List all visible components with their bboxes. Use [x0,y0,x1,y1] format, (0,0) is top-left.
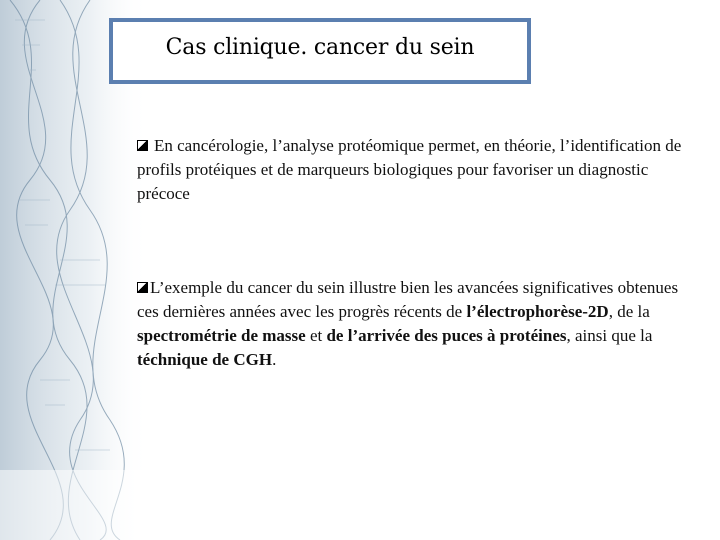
paragraph-2-text-1: L’exemple du cancer du sein illustre bien les avancées significatives obtenues ces dernières années avec les progrès récents de [137,278,679,321]
slide-title: Cas clinique. cancer du sein [165,35,475,60]
paragraph-2-bold-1: l’électrophorèse-2D [466,302,609,321]
paragraph-proteomics [137,134,697,206]
title-box [109,18,531,84]
paragraph-2-bold-2: spectrométrie de masse [137,326,306,345]
paragraph-2-text-2: , de la [608,302,650,321]
paragraph-2-text-4: , ainsi que la [566,326,653,345]
checkbox-bullet-icon [137,140,148,151]
paragraph-2-text-5: . [272,350,277,369]
paragraph-breast-cancer [137,276,697,372]
paragraph-1-text: En cancérologie, l’analyse protéomique permet, en théorie, l’identification de profils protéiques et de marqueurs biologiques pour favoriser un diagnostic précoce [137,136,682,203]
paragraph-2-bold-4: téchnique de CGH [137,350,273,369]
paragraph-2-bold-3: de l’arrivée des puces à protéines [326,326,567,345]
paragraph-2-text-3: et [305,326,327,345]
checkbox-bullet-icon [137,282,148,293]
